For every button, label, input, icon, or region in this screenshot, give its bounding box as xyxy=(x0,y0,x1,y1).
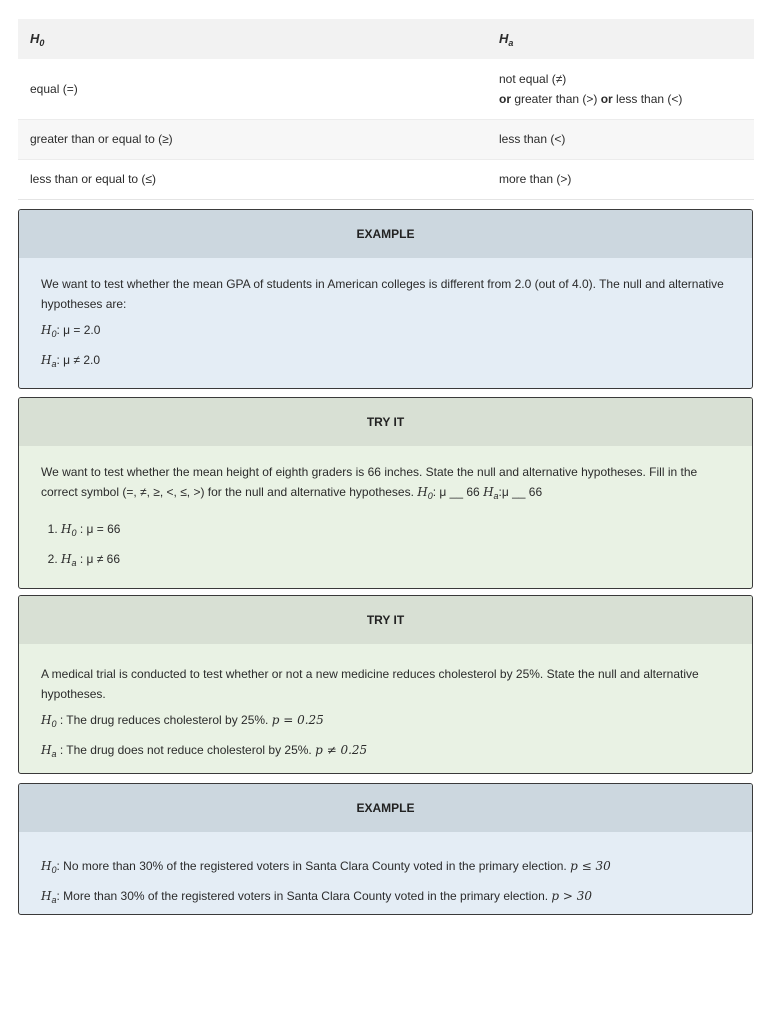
ha-text: : More than 30% of the registered voters in Santa Clara County voted in the primary election. xyxy=(56,889,552,903)
null-hypothesis-line xyxy=(41,856,730,880)
try-it-text xyxy=(41,462,730,506)
h0-text: : The drug reduces cholesterol by 25%. xyxy=(56,713,272,727)
inline-h0-expression: : μ __ 66 xyxy=(432,485,480,499)
alt-hypothesis-line xyxy=(41,350,730,374)
example-title: EXAMPLE xyxy=(19,784,752,832)
table-cell-alt: more than (>) xyxy=(499,172,572,186)
h0-text: : No more than 30% of the registered voters in Santa Clara County voted in the primary election. xyxy=(56,859,571,873)
header-alt-symbol: H xyxy=(499,30,509,46)
ha-symbol: H xyxy=(41,743,52,757)
h0-symbol: H xyxy=(41,323,52,337)
ha-sub: a xyxy=(51,359,57,369)
ha-expression: p > 30 xyxy=(551,889,593,903)
ha-text: : The drug does not reduce cholesterol by 25%. xyxy=(56,743,316,757)
h0-symbol: H xyxy=(41,713,52,727)
ha-symbol: H xyxy=(41,353,52,367)
alt-line-1: not equal (≠) xyxy=(499,71,567,86)
try-it-body xyxy=(19,446,752,576)
h0-expression: p ≤ 30 xyxy=(570,859,611,873)
list-item xyxy=(61,516,730,546)
or-keyword: or xyxy=(499,91,511,106)
alt-line-2 xyxy=(499,89,742,109)
table-row xyxy=(18,159,754,199)
header-alt xyxy=(487,19,754,59)
inline-ha-expression: :μ __ 66 xyxy=(498,485,543,499)
example-body xyxy=(19,258,752,374)
answer-expression: : μ = 66 xyxy=(76,522,121,536)
ha-sub: a xyxy=(51,749,57,759)
inline-h0-sub: 0 xyxy=(427,491,433,501)
inline-ha-symbol: H xyxy=(483,485,494,499)
table-cell-null: greater than or equal to (≥) xyxy=(30,132,173,146)
list-item xyxy=(61,546,730,576)
example-text: We want to test whether the mean GPA of students in American colleges is different from 2.0 (out of 4.0). The null and alternative hypotheses are: xyxy=(41,277,724,311)
ha-expression: p ≠ 0.25 xyxy=(315,743,368,757)
header-alt-sub: a xyxy=(508,37,514,48)
try-it-title: TRY IT xyxy=(19,398,752,446)
try-it-title: TRY IT xyxy=(19,596,752,644)
example-box-voters xyxy=(18,783,753,915)
header-null-symbol: H xyxy=(30,30,40,46)
header-null xyxy=(18,19,487,59)
table-header-row xyxy=(18,19,754,59)
alt-hypothesis-line xyxy=(41,886,730,910)
example-body xyxy=(19,832,752,910)
example-title: EXAMPLE xyxy=(19,210,752,258)
try-it-question: We want to test whether the mean height of eighth graders is 66 inches. State the null and alternative hypotheses. Fill in the correct symbol (=, ≠, ≥, <, ≤, >) for the null and alternative hypotheses. xyxy=(41,465,698,499)
header-null-sub: 0 xyxy=(39,37,45,48)
table-row xyxy=(18,119,754,159)
ha-sub: a xyxy=(51,895,57,905)
h0-sub: 0 xyxy=(51,865,57,875)
h0-sub: 0 xyxy=(51,719,57,729)
try-it-text: A medical trial is conducted to test whether or not a new medicine reduces cholesterol by 25%. State the null and alternative hypotheses. xyxy=(41,667,699,701)
h0-sub: 0 xyxy=(51,329,57,339)
inline-ha-sub: a xyxy=(493,491,499,501)
try-it-body xyxy=(19,644,752,764)
table-row xyxy=(18,59,754,119)
inline-h0-symbol: H xyxy=(417,485,428,499)
ha-symbol: H xyxy=(41,889,52,903)
table-cell-null: less than or equal to (≤) xyxy=(30,172,156,186)
alt-end-text: less than (<) xyxy=(612,91,683,106)
alt-hypothesis-line xyxy=(41,740,730,764)
try-it-box-height xyxy=(18,397,753,589)
table-cell-alt: less than (<) xyxy=(499,132,566,146)
or-keyword: or xyxy=(600,91,613,106)
answer-list xyxy=(41,516,730,576)
null-hypothesis-line xyxy=(41,710,730,734)
answer-sub: a xyxy=(71,558,77,568)
answer-symbol: H xyxy=(61,522,72,536)
h0-expression: p = 0.25 xyxy=(271,713,324,727)
h0-expression: : μ = 2.0 xyxy=(56,323,101,337)
example-box-gpa xyxy=(18,209,753,389)
try-it-box-cholesterol xyxy=(18,595,753,774)
alt-mid-text: greater than (>) xyxy=(511,91,601,106)
answer-sub: 0 xyxy=(71,528,77,538)
hypothesis-table xyxy=(18,19,754,200)
null-hypothesis-line xyxy=(41,320,730,344)
table-cell-null: equal (=) xyxy=(30,81,78,96)
table-cell-alt xyxy=(487,59,754,119)
answer-symbol: H xyxy=(61,552,72,566)
h0-symbol: H xyxy=(41,859,52,873)
answer-expression: : μ ≠ 66 xyxy=(76,552,121,566)
ha-expression: : μ ≠ 2.0 xyxy=(56,353,101,367)
